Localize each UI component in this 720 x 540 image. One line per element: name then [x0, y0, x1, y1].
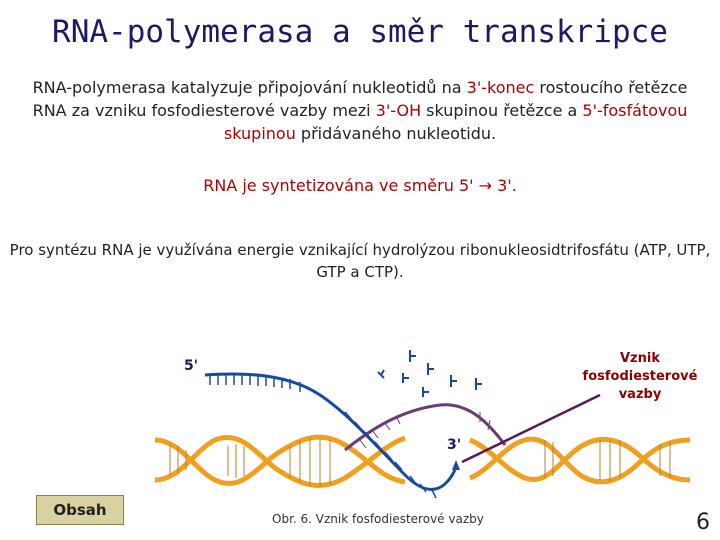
five-prime-label: 5': [184, 358, 199, 374]
three-prime-label: 3': [447, 437, 462, 453]
highlight-3-oh: 3'-OH: [375, 101, 422, 120]
figure-caption: Obr. 6. Vznik fosfodiesterové vazby: [272, 512, 484, 526]
para1-text-3: skupinou řetězce a: [421, 101, 583, 120]
callout-line: [462, 395, 600, 462]
highlight-3-end: 3'-konec: [466, 78, 535, 97]
page-number: 6: [696, 510, 710, 535]
free-nucleotides: [378, 350, 482, 397]
para1-text-4: přidávaného nukleotidu.: [295, 124, 497, 143]
energy-paragraph: Pro syntézu RNA je využívána energie vznikající hydrolýzou ribonukleosidtrifosfátu (ATP, UTP, GTP a CTP).: [9, 241, 711, 281]
intro-paragraph: [20, 76, 700, 145]
para1-text-1: RNA-polymerasa katalyzuje připojování nukleotidů na: [32, 78, 467, 97]
contents-button[interactable]: Obsah: [36, 495, 124, 525]
slide-title: RNA-polymerasa a směr transkripce: [52, 14, 668, 50]
dna-strand-b: [155, 437, 405, 485]
highlight-5-phosphate: 5'-fosfátovou skupinou: [223, 101, 688, 143]
para1-text-2: rostoucího řetězce RNA za vzniku fosfodiesterové vazby mezi: [32, 78, 688, 120]
three-prime-arrow-icon: [452, 460, 460, 470]
callout-label: Vznik fosfodiesterové vazby: [582, 351, 698, 402]
direction-statement: RNA je syntetizována ve směru 5' → 3'.: [203, 176, 517, 195]
